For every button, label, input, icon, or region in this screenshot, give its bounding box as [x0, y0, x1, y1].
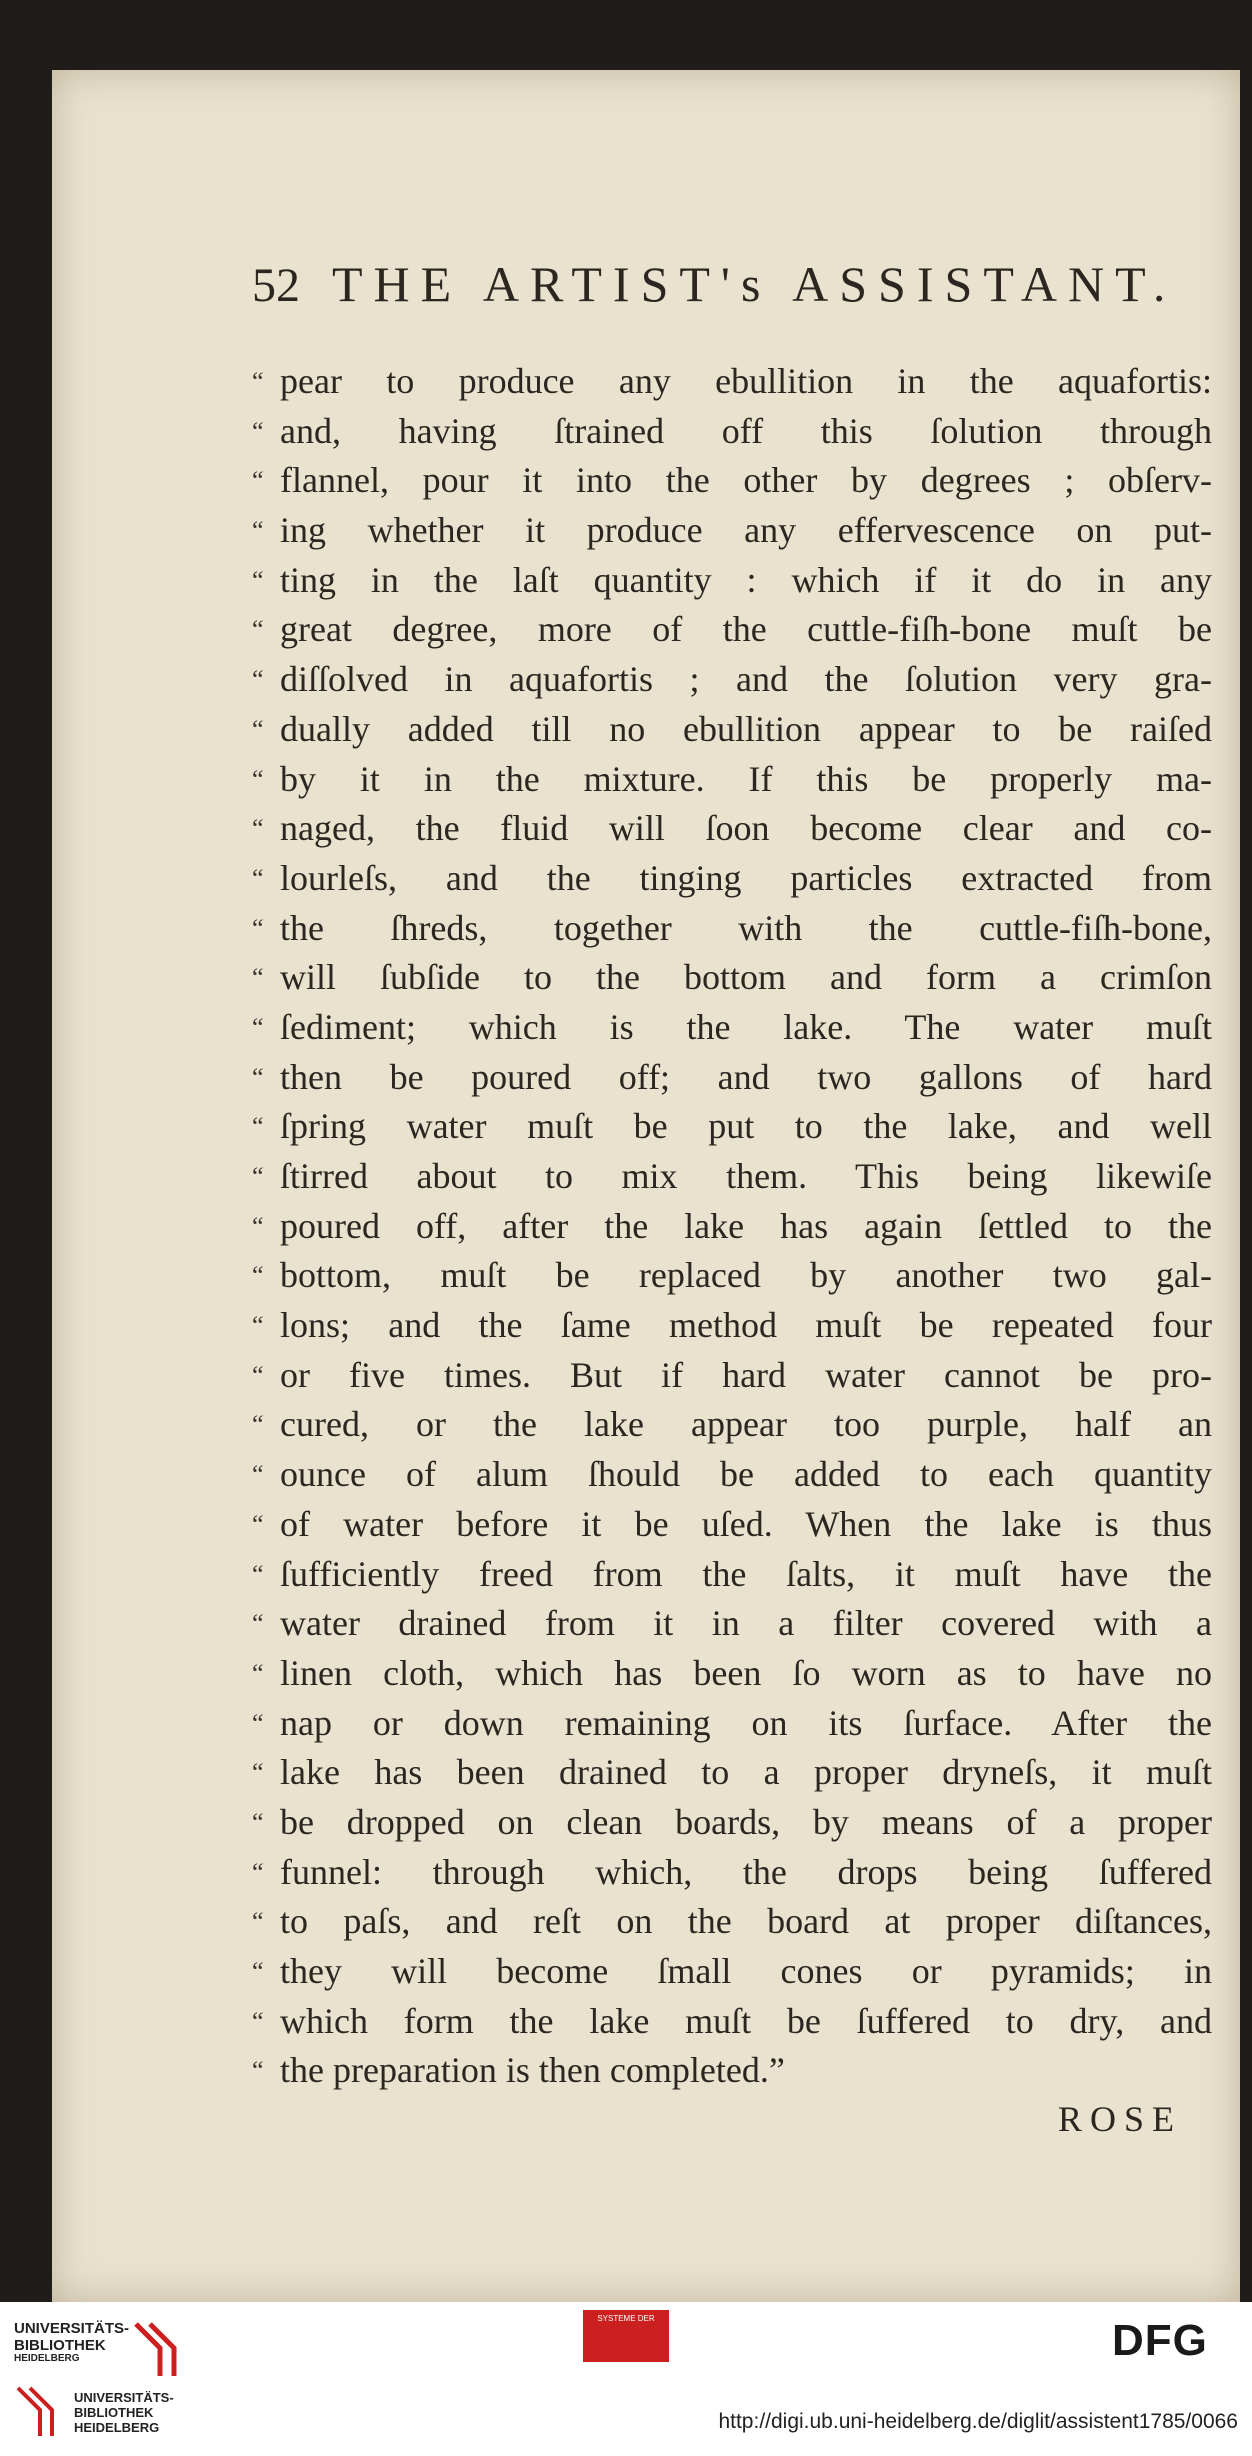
line-text: ſufficiently freed from the ſalts, it muſt have the [280, 1553, 1212, 1594]
line-text: ing whether it produce any effervescence on put- [280, 510, 1212, 551]
quote-mark: “ [252, 1957, 264, 1986]
library-emblem-small-icon [14, 2384, 64, 2440]
text-line [252, 1400, 1212, 1450]
page-url[interactable]: http://digi.ub.uni-heidelberg.de/diglit/assistent1785/0066 [718, 2410, 1238, 2433]
quote-mark: “ [252, 1907, 264, 1937]
line-text: which form the lake muſt be ſuffered to dry, and [280, 2000, 1212, 2041]
library-name-line3: HEIDELBERG [14, 2354, 80, 2361]
text-line [252, 2046, 1212, 2096]
text-line [252, 1251, 1212, 1301]
catchword: ROSE [1057, 2099, 1182, 2140]
line-text: great degree, more of the cuttle-fiſh-bone muſt be [280, 609, 1212, 650]
quote-mark: “ [252, 1211, 264, 1241]
text-line [252, 407, 1212, 457]
text-line [252, 1102, 1212, 1152]
text-line [252, 1848, 1212, 1898]
library-name-line2: BIBLIOTHEK [14, 2337, 106, 2354]
university-library-logo-small[interactable] [14, 2384, 174, 2440]
page-content [252, 255, 1212, 2140]
text-line [252, 705, 1212, 755]
quote-mark: “ [252, 1658, 264, 1688]
line-text: ting in the laſt quantity : which if it do in any [280, 559, 1212, 600]
page-number: 52 [252, 259, 300, 312]
center-logo-text: SYSTEME DER [597, 2314, 655, 2323]
line-text: or five times. But if hard water cannot be pro- [280, 1354, 1212, 1395]
quote-mark: “ [252, 367, 264, 396]
line-text: linen cloth, which has been ſo worn as to have no [280, 1652, 1212, 1693]
text-line [252, 1599, 1212, 1649]
quote-mark: “ [252, 1460, 264, 1490]
quote-mark: “ [252, 565, 264, 595]
quote-mark: “ [252, 1112, 264, 1142]
line-text: bottom, muſt be replaced by another two gal- [280, 1255, 1212, 1296]
line-text: lons; and the ſame method muſt be repeated four [280, 1305, 1212, 1346]
quote-mark: “ [252, 1509, 264, 1539]
quote-mark: “ [252, 416, 264, 446]
quote-mark: “ [252, 2006, 264, 2036]
text-line [252, 655, 1212, 705]
text-line [252, 953, 1212, 1003]
line-text: by it in the mixture. If this be properly ma- [280, 758, 1212, 799]
quote-mark: “ [252, 1311, 264, 1341]
line-text: lourleſs, and the tinging particles extracted from [280, 857, 1212, 898]
text-line [252, 804, 1212, 854]
text-line [252, 1947, 1212, 1997]
line-text: poured off, after the lake has again ſettled to the [280, 1205, 1212, 1246]
quote-mark: “ [252, 1807, 264, 1837]
text-line [252, 1351, 1212, 1401]
quote-mark: “ [252, 1559, 264, 1589]
line-text: ſtirred about to mix them. This being likewiſe [280, 1156, 1212, 1196]
quote-mark: “ [252, 466, 264, 496]
text-line [252, 1649, 1212, 1699]
quote-mark: “ [252, 1758, 264, 1788]
line-text: be dropped on clean boards, by means of a proper [280, 1801, 1212, 1842]
text-line [252, 755, 1212, 805]
line-text: diſſolved in aquafortis ; and the ſolution very gra- [280, 659, 1212, 700]
line-text: they will become ſmall cones or pyramids; in [280, 1951, 1212, 1991]
line-text: ounce of alum ſhould be added to each quantity [280, 1454, 1212, 1495]
text-line [252, 1152, 1212, 1202]
text-lines [252, 357, 1212, 2096]
text-line [252, 1202, 1212, 1252]
text-line [252, 1053, 1212, 1103]
line-text: lake has been drained to a proper dryneſs, it muſt [280, 1752, 1212, 1793]
quote-mark: “ [252, 2056, 264, 2086]
quote-mark: “ [252, 1609, 264, 1639]
quote-mark: “ [252, 1162, 264, 1191]
quote-mark: “ [252, 963, 264, 993]
quote-mark: “ [252, 1410, 264, 1440]
text-line [252, 1450, 1212, 1500]
running-title: THE ARTIST's ASSISTANT. [332, 256, 1177, 312]
line-text: cured, or the lake appear too purple, half an [280, 1404, 1212, 1445]
quote-mark: “ [252, 1012, 264, 1042]
line-text: then be poured off; and two gallons of hard [280, 1056, 1212, 1097]
text-line [252, 1897, 1212, 1947]
viewer-footer [0, 2302, 1252, 2456]
book-page [52, 70, 1240, 2302]
text-line [252, 1699, 1212, 1749]
line-text: naged, the fluid will ſoon become clear and co- [280, 808, 1212, 849]
dfg-logo[interactable]: DFG [1112, 2316, 1208, 2365]
quote-mark: “ [252, 714, 264, 744]
library-name [14, 2320, 130, 2361]
line-text: ſpring water muſt be put to the lake, and well [280, 1106, 1212, 1147]
library-name-small [74, 2390, 174, 2435]
text-line [252, 1550, 1212, 1600]
center-logo[interactable] [583, 2310, 669, 2362]
line-text: pear to produce any ebullition in the aquafortis: [280, 361, 1212, 401]
quote-mark: “ [252, 913, 264, 943]
running-header [252, 255, 1212, 351]
library-emblem-icon [130, 2320, 182, 2380]
line-text: the preparation is then completed.” [280, 2050, 785, 2091]
line-text: flannel, pour it into the other by degrees ; obſerv- [280, 460, 1212, 501]
text-line [252, 357, 1212, 407]
quote-mark: “ [252, 1261, 264, 1291]
text-line [252, 854, 1212, 904]
library-name-small-line3: HEIDELBERG [74, 2419, 160, 2435]
quote-mark: “ [252, 1708, 264, 1738]
text-line [252, 556, 1212, 606]
text-line [252, 1003, 1212, 1053]
quote-mark: “ [252, 863, 264, 893]
library-name-small-line2: BIBLIOTHEK [74, 2404, 154, 2420]
library-name-small-line1: UNIVERSITÄTS- [74, 2389, 174, 2405]
quote-mark: “ [252, 1062, 264, 1092]
line-text: water drained from it in a filter covered with a [280, 1603, 1212, 1644]
line-text: of water before it be uſed. When the lake is thus [280, 1503, 1212, 1544]
line-text: to paſs, and reſt on the board at proper diſtances, [280, 1901, 1212, 1942]
quote-mark: “ [252, 1857, 264, 1887]
text-line [252, 1301, 1212, 1351]
text-line [252, 904, 1212, 954]
text-line [252, 1748, 1212, 1798]
quote-mark: “ [252, 665, 264, 695]
line-text: funnel: through which, the drops being ſuffered [280, 1851, 1212, 1892]
library-name-line1: UNIVERSITÄTS- [14, 2320, 130, 2337]
text-line [252, 456, 1212, 506]
text-line [252, 1500, 1212, 1550]
line-text: dually added till no ebullition appear to be raiſed [280, 708, 1212, 749]
university-library-logo[interactable] [14, 2320, 182, 2380]
line-text: will ſubſide to the bottom and form a crimſon [280, 957, 1212, 998]
line-text: ſediment; which is the lake. The water muſt [280, 1006, 1212, 1047]
quote-mark: “ [252, 615, 264, 645]
line-text: the ſhreds, together with the cuttle-fiſh-bone, [280, 907, 1212, 948]
quote-mark: “ [252, 1360, 264, 1390]
quote-mark: “ [252, 814, 264, 844]
quote-mark: “ [252, 516, 264, 546]
text-line [252, 506, 1212, 556]
line-text: and, having ſtrained off this ſolution through [280, 410, 1212, 451]
text-line [252, 1997, 1212, 2047]
quote-mark: “ [252, 764, 264, 794]
text-line [252, 605, 1212, 655]
line-text: nap or down remaining on its ſurface. After the [280, 1702, 1212, 1743]
text-line [252, 1798, 1212, 1848]
